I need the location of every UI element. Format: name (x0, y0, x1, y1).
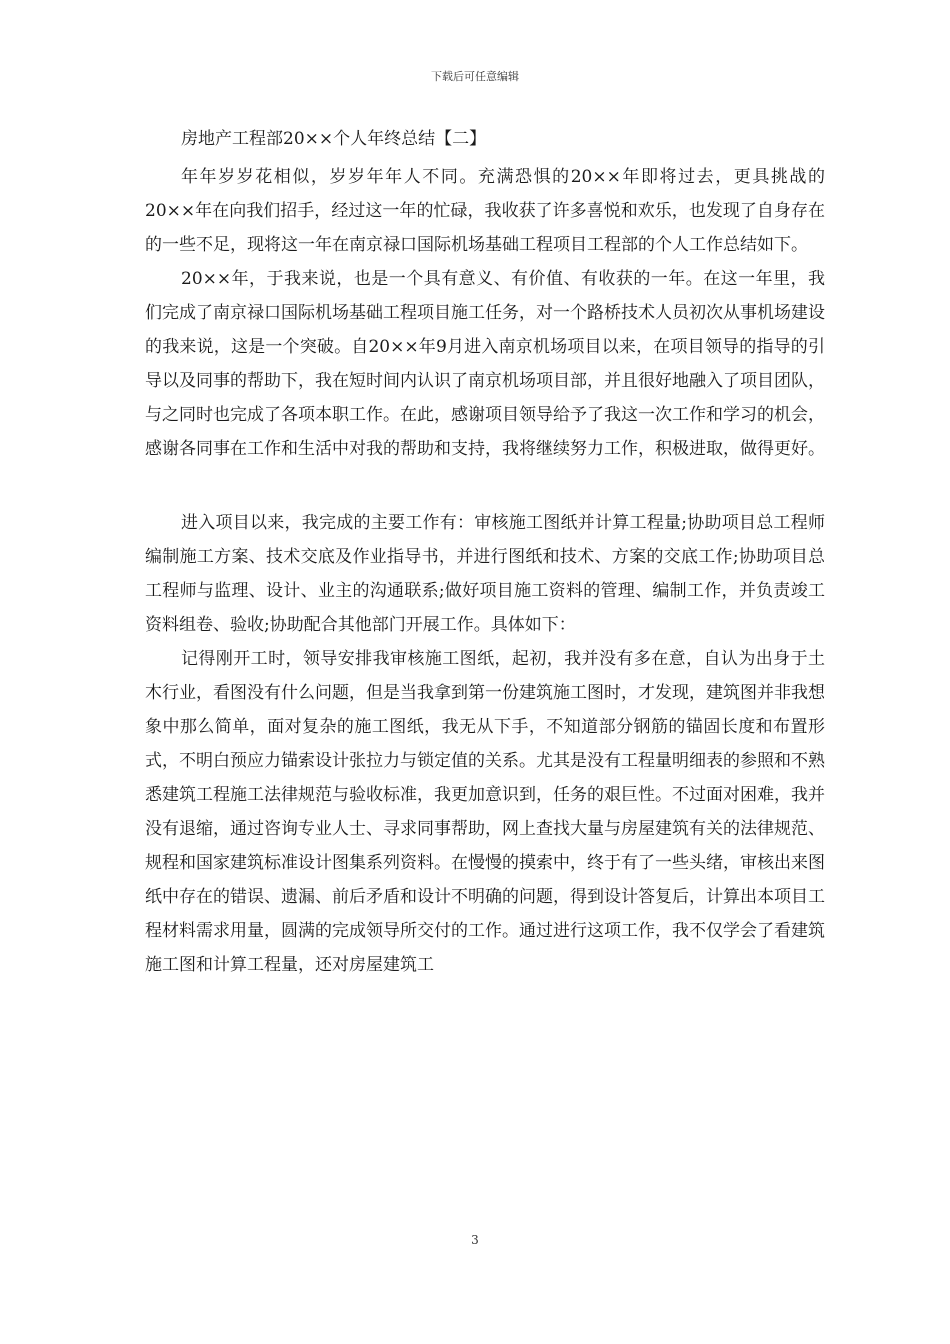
page-number: 3 (471, 1233, 479, 1247)
paragraph-intro: 年年岁岁花相似，岁岁年年人不同。充满恐惧的20××年即将过去，更具挑战的20××年在向我们招手，经过这一年的忙碌，我收获了许多喜悦和欢乐，也发现了自身存在的一些不足，现将这一年在南京禄口国际机场基础工程项目工程部的个人工作总结如下。 (145, 167, 825, 255)
header-note: 下载后可任意编辑 (431, 70, 519, 83)
paragraph-year-summary: 20××年，于我来说，也是一个具有意义、有价值、有收获的一年。在这一年里，我们完成了南京禄口国际机场基础工程项目施工任务，对一个路桥技术人员初次从事机场建设的我来说，这是一个突破。自20××年9月进入南京机场项目以来，在项目领导的指导的引导以及同事的帮助下，我在短时间内认识了南京机场项目部，并且很好地融入了项目团队，与之同时也完成了各项本职工作。在此，感谢项目领导给予了我这一次工作和学习的机会，感谢各同事在工作和生活中对我的帮助和支持，我将继续努力工作，积极进取，做得更好。 (145, 269, 825, 459)
paragraph-main-work: 进入项目以来，我完成的主要工作有：审核施工图纸并计算工程量;协助项目总工程师编制施工方案、技术交底及作业指导书，并进行图纸和技术、方案的交底工作;协助项目总工程师与监理、设计、业主的沟通联系;做好项目施工资料的管理、编制工作，并负责竣工资料组卷、验收;协助配合其他部门开展工作。具体如下： (145, 513, 825, 635)
document-title: 房地产工程部20××个人年终总结【二】 (181, 129, 487, 149)
document-body (145, 126, 825, 982)
paragraph-gap (145, 466, 825, 506)
paragraph-drawing-review: 记得刚开工时，领导安排我审核施工图纸，起初，我并没有多在意，自认为出身于土木行业，看图没有什么问题，但是当我拿到第一份建筑施工图时，才发现，建筑图并非我想象中那么简单，面对复杂的施工图纸，我无从下手，不知道部分钢筋的锚固长度和布置形式，不明白预应力锚索设计张拉力与锁定值的关系。尤其是没有工程量明细表的参照和不熟悉建筑工程施工法律规范与验收标准，我更加意识到，任务的艰巨性。不过面对困难，我并没有退缩，通过咨询专业人士、寻求同事帮助，网上查找大量与房屋建筑有关的法律规范、规程和国家建筑标准设计图集系列资料。在慢慢的摸索中，终于有了一些头绪，审核出来图纸中存在的错误、遗漏、前后矛盾和设计不明确的问题，得到设计答复后，计算出本项目工程材料需求用量，圆满的完成领导所交付的工作。通过进行这项工作，我不仅学会了看建筑施工图和计算工程量，还对房屋建筑工 (145, 649, 825, 975)
